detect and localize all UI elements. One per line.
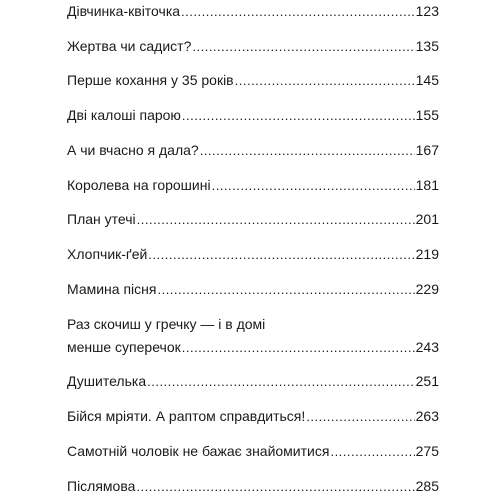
dot-leader xyxy=(212,174,415,197)
toc-entry-page: 123 xyxy=(415,3,439,19)
toc-entry-title: Дві калоші парою xyxy=(67,107,181,123)
toc-entry[interactable] xyxy=(67,139,439,162)
dot-leader xyxy=(181,0,415,23)
toc-entry[interactable] xyxy=(67,475,439,498)
toc-entry[interactable] xyxy=(67,174,439,197)
toc-entry-title: План утечі xyxy=(67,211,136,227)
toc-entry[interactable] xyxy=(67,35,439,58)
dot-leader xyxy=(306,405,414,428)
toc-entry[interactable] xyxy=(67,440,439,463)
toc-entry-page: 135 xyxy=(415,38,439,54)
toc-entry[interactable] xyxy=(67,370,439,393)
toc-entry-page: 243 xyxy=(415,339,439,355)
toc-entry-page: 219 xyxy=(415,246,439,262)
toc-entry[interactable] xyxy=(67,243,439,266)
toc-entry-title: Душителька xyxy=(67,373,147,389)
toc-entry-title: Післямова xyxy=(67,478,136,494)
toc-entry-title: Королева на горошині xyxy=(67,177,211,193)
dot-leader xyxy=(330,440,414,463)
toc-entry-title: Перше кохання у 35 років xyxy=(67,72,234,88)
toc-entry-title-line1: Раз скочиш у гречку — і в домі xyxy=(67,316,266,332)
toc-entry-page: 275 xyxy=(415,443,439,459)
dot-leader xyxy=(148,243,414,266)
toc-entry-page: 229 xyxy=(415,281,439,297)
toc-entry[interactable] xyxy=(67,313,439,359)
toc-entry[interactable] xyxy=(67,405,439,428)
toc-entry-page: 251 xyxy=(415,373,439,389)
toc-entry-page: 145 xyxy=(415,72,439,88)
dot-leader xyxy=(200,139,415,162)
toc-entry-page: 263 xyxy=(415,408,439,424)
toc-entry-title: Мамина пісня xyxy=(67,281,157,297)
toc-entry[interactable] xyxy=(67,278,439,301)
toc-entry-title: Самотній чоловік не бажає знайомитися xyxy=(67,443,330,459)
toc-entry[interactable] xyxy=(67,0,439,23)
dot-leader xyxy=(192,35,414,58)
toc-entry-page: 181 xyxy=(415,177,439,193)
toc-entry-page: 155 xyxy=(415,107,439,123)
toc-entry-title: Дівчинка-квіточка xyxy=(67,3,181,19)
toc-entry-title: Хлопчик-ґей xyxy=(67,246,148,262)
dot-leader xyxy=(137,208,415,231)
toc-entry-title: Жертва чи садист? xyxy=(67,38,192,54)
dot-leader xyxy=(157,278,414,301)
toc-entry-title: А чи вчасно я дала? xyxy=(67,142,199,158)
dot-leader xyxy=(235,69,415,92)
toc-entry-page: 167 xyxy=(415,142,439,158)
toc-entry-title: Бійся мріяти. А раптом справдиться! xyxy=(67,408,306,424)
toc-entry-page: 201 xyxy=(415,211,439,227)
toc-entry-page: 285 xyxy=(415,478,439,494)
dot-leader xyxy=(136,475,414,498)
toc-entry[interactable] xyxy=(67,69,439,92)
toc-entry-title: менше суперечок xyxy=(67,339,181,355)
dot-leader xyxy=(147,370,415,393)
dot-leader xyxy=(182,104,415,127)
dot-leader xyxy=(182,336,415,359)
toc-entry[interactable] xyxy=(67,208,439,231)
toc-entry[interactable] xyxy=(67,104,439,127)
